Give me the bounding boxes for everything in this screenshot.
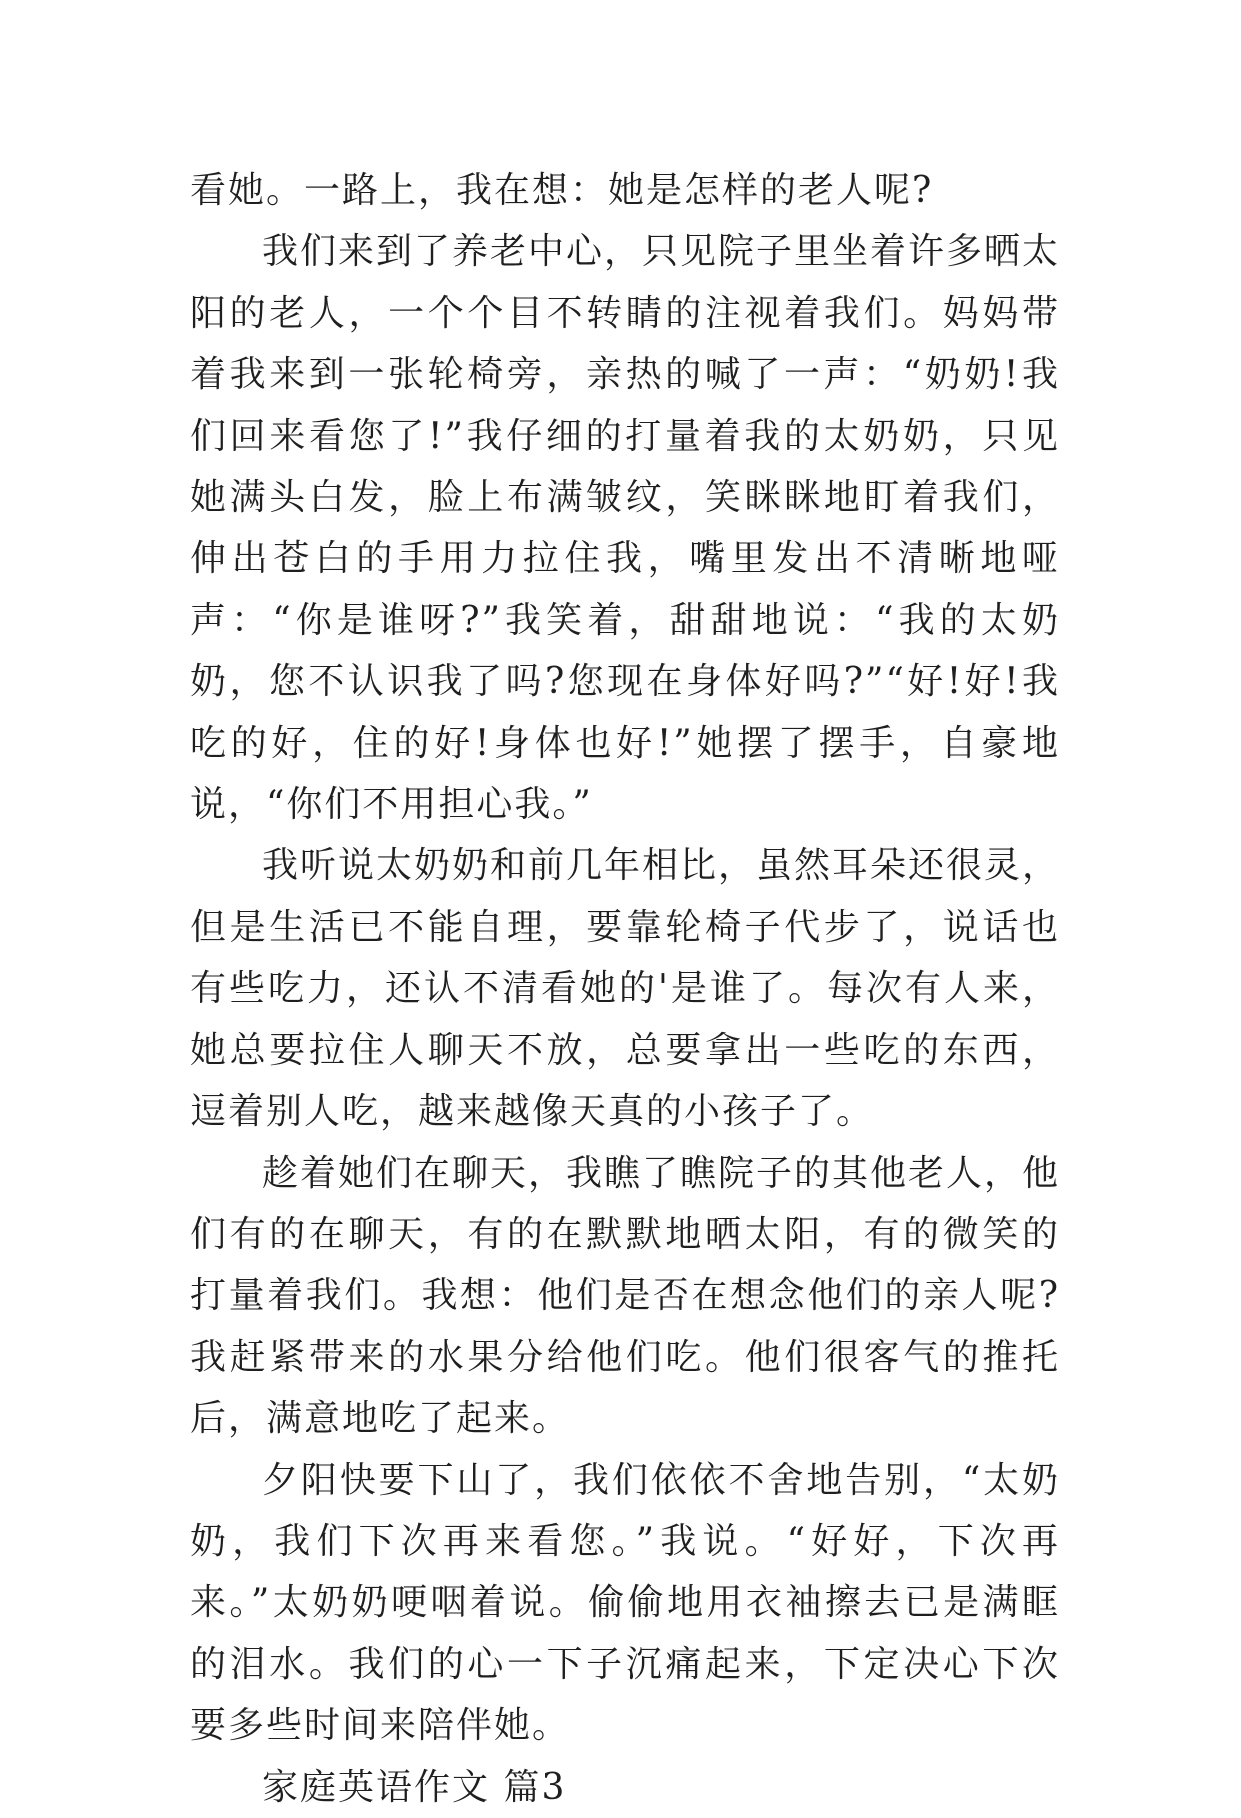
paragraph-great-grandma-condition: 我听说太奶奶和前几年相比，虽然耳朵还很灵，但是生活已不能自理，要靠轮椅子代步了，说话也有些吃力，还认不清看她的'是谁了。每次有人来，她总要拉住人聊天不放，总要拿出一些吃的东西，逗着别人吃，越来越像天真的小孩子了。 — [190, 845, 1061, 1133]
paragraph-continuation: 看她。一路上，我在想：她是怎样的老人呢? — [190, 170, 934, 211]
body-text — [190, 160, 1060, 1818]
paragraph-farewell: 夕阳快要下山了，我们依依不舍地告别，“太奶奶，我们下次再来看您。”我说。“好好，下次再来。”太奶奶哽咽着说。偷偷地用衣袖擦去已是满眶的泪水。我们的心一下子沉痛起来，下定决心下次要多些时间来陪伴她。 — [190, 1459, 1060, 1747]
paragraph-other-elders: 趁着她们在聊天，我瞧了瞧院子的其他老人，他们有的在聊天，有的在默默地晒太阳，有的微笑的打量着我们。我想：他们是否在想念他们的亲人呢?我赶紧带来的水果分给他们吃。他们很客气的推托后，满意地吃了起来。 — [190, 1152, 1061, 1440]
section-heading: 家庭英语作文 篇3 — [262, 1766, 567, 1808]
paragraph-nursing-home-visit: 我们来到了养老中心，只见院子里坐着许多晒太阳的老人，一个个目不转睛的注视着我们。妈妈带着我来到一张轮椅旁，亲热的喊了一声：“奶奶!我们回来看您了!”我仔细的打量着我的太奶奶，只见她满头白发，脸上布满皱纹，笑眯眯地盯着我们，伸出苍白的手用力拉住我，嘴里发出不清晰地哑声：“你是谁呀?”我笑着，甜甜地说：“我的太奶奶，您不认识我了吗?您现在身体好吗?”“好!好!我吃的好，住的好!身体也好!”她摆了摆手，自豪地说，“你们不用担心我。” — [190, 231, 1061, 826]
